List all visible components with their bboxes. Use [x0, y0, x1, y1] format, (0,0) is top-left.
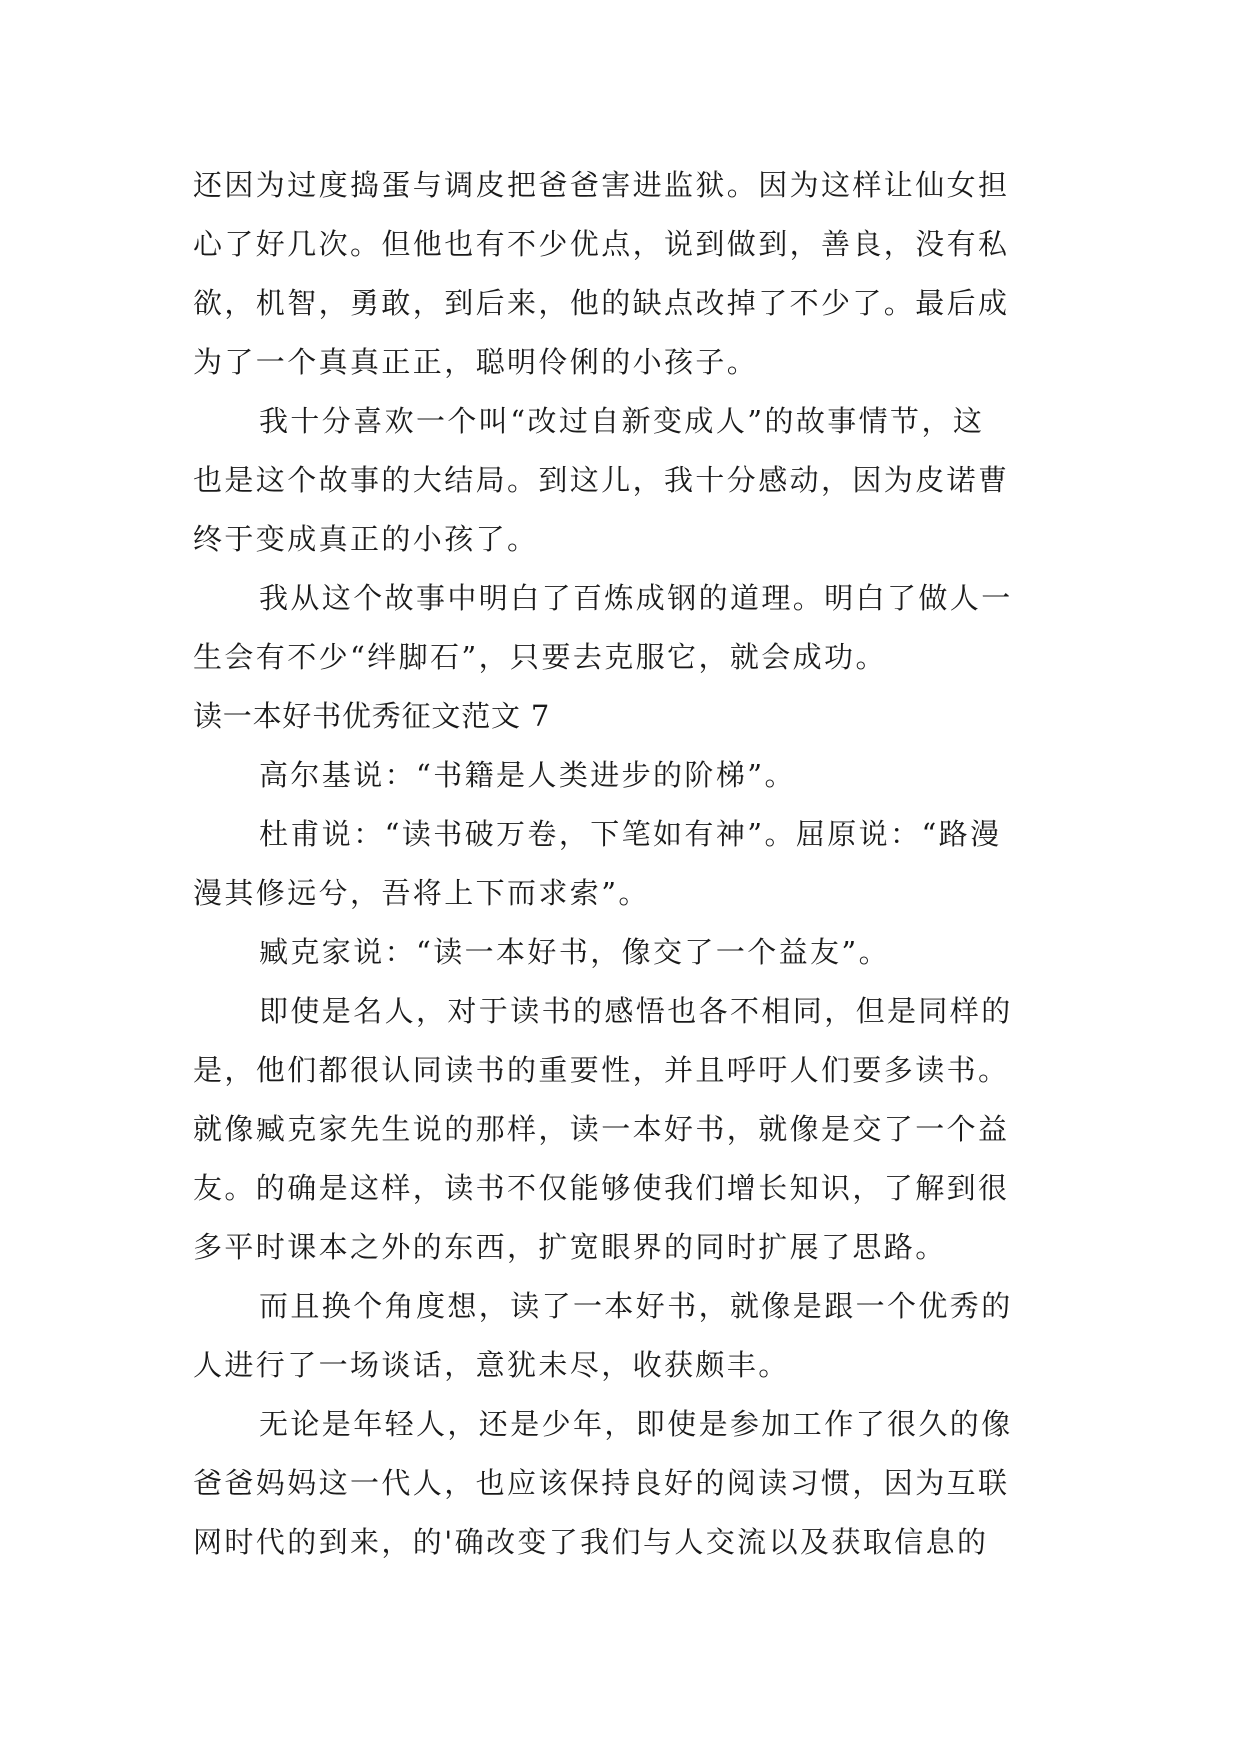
text-line: 杜甫说：“读书破万卷，下笔如有神”。屈原说：“路漫	[259, 817, 1002, 851]
text-line: 而且换个角度想，读了一本好书，就像是跟一个优秀的	[259, 1289, 1013, 1323]
text-line: 终于变成真正的小孩了。	[193, 522, 539, 556]
text-line: 为了一个真真正正，聪明伶俐的小孩子。	[193, 345, 759, 379]
text-line: 生会有不少“绊脚石”，只要去克服它，就会成功。	[193, 640, 887, 674]
text-line: 多平时课本之外的东西，扩宽眼界的同时扩展了思路。	[193, 1230, 947, 1264]
text-line: 即使是名人，对于读书的感悟也各不相同，但是同样的	[259, 994, 1013, 1028]
document-body	[193, 156, 1073, 1572]
text-line: 欲，机智，勇敢，到后来，他的缺点改掉了不少了。最后成	[193, 286, 1010, 320]
text-line: 无论是年轻人，还是少年，即使是参加工作了很久的像	[259, 1407, 1013, 1441]
text-line: 网时代的到来，的'确改变了我们与人交流以及获取信息的	[193, 1525, 989, 1559]
text-line: 就像臧克家先生说的那样，读一本好书，就像是交了一个益	[193, 1112, 1010, 1146]
text-line: 也是这个故事的大结局。到这儿，我十分感动，因为皮诺曹	[193, 463, 1010, 497]
text-line: 友。的确是这样，读书不仅能够使我们增长知识，了解到很	[193, 1171, 1010, 1205]
text-line: 臧克家说：“读一本好书，像交了一个益友”。	[259, 935, 891, 969]
text-line: 心了好几次。但他也有不少优点，说到做到，善良，没有私	[193, 227, 1010, 261]
text-line: 高尔基说：“书籍是人类进步的阶梯”。	[259, 758, 796, 792]
text-line: 我十分喜欢一个叫“改过自新变成人”的故事情节，这	[259, 404, 985, 438]
section-heading: 读一本好书优秀征文范文 7	[193, 699, 551, 733]
text-line: 漫其修远兮，吾将上下而求索”。	[193, 876, 650, 910]
text-line: 是，他们都很认同读书的重要性，并且呼吁人们要多读书。	[193, 1053, 1010, 1087]
text-line: 人进行了一场谈话，意犹未尽，收获颇丰。	[193, 1348, 790, 1382]
text-line: 爸爸妈妈这一代人，也应该保持良好的阅读习惯，因为互联	[193, 1466, 1010, 1500]
text-line: 还因为过度捣蛋与调皮把爸爸害进监狱。因为这样让仙女担	[193, 168, 1010, 202]
text-line: 我从这个故事中明白了百炼成钢的道理。明白了做人一	[259, 581, 1013, 615]
